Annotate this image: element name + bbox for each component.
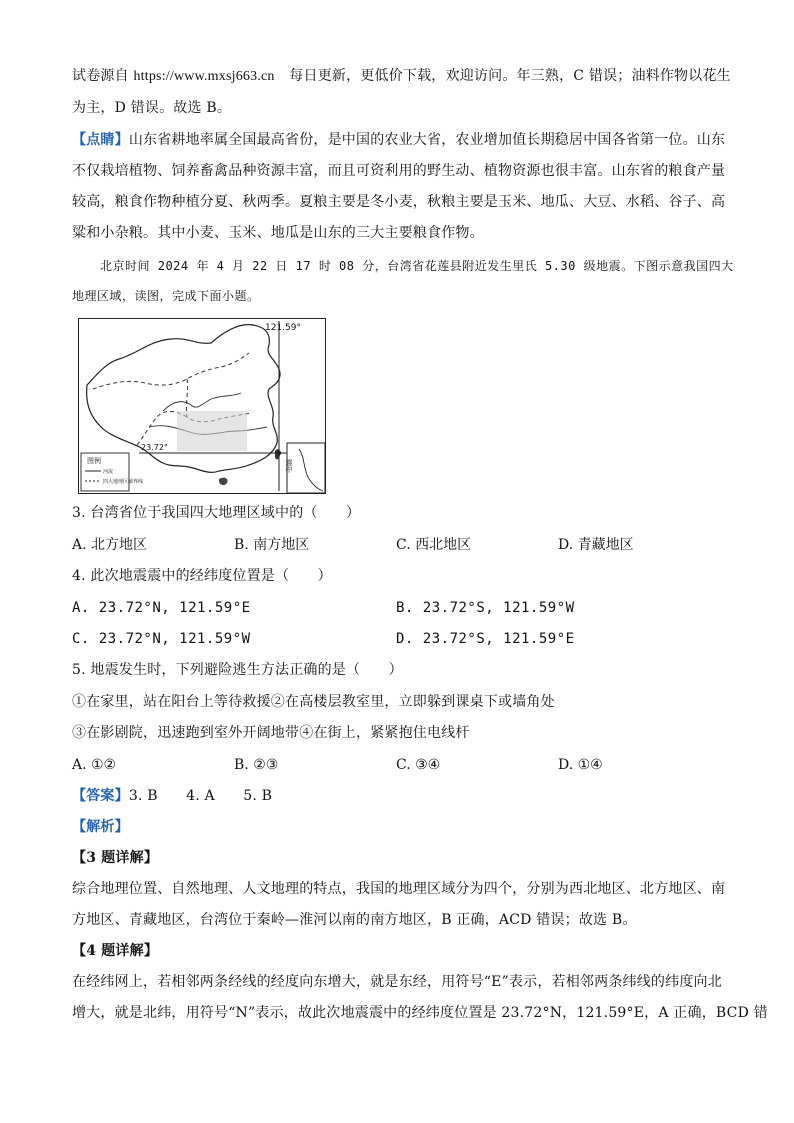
tip-line-1 — [72, 130, 726, 150]
para-line: 为主，D 错误。故选 B。 — [72, 100, 232, 116]
detail-3-line-2: 方地区、青藏地区，台湾位于秦岭—淮河以南的南方地区，B 正确，ACD 错误；故选 B。 — [72, 912, 637, 928]
q3-option-c: C. 西北地区 — [396, 537, 472, 553]
q4-stem: 4. 此次地震震中的经纬度位置是（ ） — [72, 568, 332, 584]
intro-line-2: 地理区域，读图，完成下面小题。 — [72, 289, 260, 303]
intro-line-1: 北京时间 2024 年 4 月 22 日 17 时 08 分，台湾省花莲县附近发生里氏 5.30 级地震。下图示意我国四大 — [100, 259, 734, 273]
tip-line-2: 不仅栽培植物、饲养畜禽品种资源丰富，而且可资利用的野生动、植物资源也很丰富。山东省的粮食产量 — [72, 163, 726, 179]
legend-river-label: 河流 — [103, 469, 114, 475]
source-slogan: 每日更新，更低价下载，欢迎访问。 — [289, 68, 517, 84]
q4-option-b: B. 23.72°S, 121.59°W — [396, 600, 575, 616]
source-line — [72, 66, 731, 87]
q5-option-b: B. ②③ — [234, 757, 279, 773]
q5-choices-2: ③在影剧院，迅速跑到室外开阔地带④在街上，紧紧抱住电线杆 — [72, 725, 470, 741]
detail-4-line-1: 在经纬网上，若相邻两条经线的经度向东增大，就是东经，用符号“E”表示，若相邻两条纬线的纬度向北 — [72, 974, 722, 990]
q5-option-c: C. ③④ — [396, 757, 441, 773]
answer-text: 3. B 4. A 5. B — [128, 788, 273, 804]
q4-option-c: C. 23.72°N, 121.59°W — [72, 631, 251, 647]
answer-line — [72, 786, 722, 806]
map-figure — [79, 319, 325, 493]
para-fragment: 年三熟，C 错误；油料作物以花生 — [516, 68, 731, 84]
tip-line-4: 粱和小杂粮。其中小麦、玉米、地瓜是山东的三大主要粮食作物。 — [72, 225, 484, 241]
detail-3-line-1: 综合地理位置、自然地理、人文地理的特点，我国的地理区域分为四个，分别为西北地区、北方地区、南 — [72, 881, 726, 897]
q3-option-d: D. 青藏地区 — [558, 537, 634, 553]
source-url[interactable]: https://www.mxsj663.cn — [133, 69, 275, 84]
region-boundary — [93, 353, 249, 389]
river-huang — [163, 393, 241, 411]
hainan-island — [219, 478, 228, 485]
detail-3-label: 【3 题详解】 — [72, 850, 159, 866]
answer-label: 【答案】 — [72, 788, 129, 804]
detail-4-label: 【4 题详解】 — [72, 943, 159, 959]
china-regions-map — [78, 318, 326, 494]
q5-choices-1: ①在家里，站在阳台上等待救援②在高楼层教室里，立即躲到课桌下或墙角处 — [72, 694, 555, 710]
epicenter-label: 震中 — [285, 459, 293, 473]
tip-text: 山东省耕地率属全国最高省份，是中国的农业大省，农业增加值长期稳居中国各省第一位。山东 — [128, 132, 726, 148]
legend-region-label: 四大地理区域界线 — [103, 479, 144, 485]
q5-stem: 5. 地震发生时，下列避险逃生方法正确的是（ ） — [72, 662, 403, 678]
source-prefix: 试卷源自 — [72, 68, 129, 84]
lon-label: 121.59° — [265, 323, 301, 333]
region-shade — [177, 411, 247, 451]
tip-line-3: 较高，粮食作物种植分夏、秋两季。夏粮主要是冬小麦，秋粮主要是玉米、地瓜、大豆、水稻、谷子、高 — [72, 194, 726, 210]
lat-label: 23.72° — [141, 443, 168, 452]
epicenter-marker — [277, 451, 281, 455]
q4-option-a: A. 23.72°N, 121.59°E — [72, 600, 251, 616]
q3-option-a: A. 北方地区 — [72, 537, 148, 553]
q5-option-a: A. ①② — [72, 757, 117, 773]
detail-4-line-2: 增大，就是北纬，用符号“N”表示，故此次地震震中的经纬度位置是 23.72°N，121.59°E，A 正确，BCD 错 — [72, 1005, 768, 1021]
legend-title: 图例 — [87, 457, 101, 465]
q5-option-d: D. ①④ — [558, 757, 603, 773]
tip-label: 【点睛】 — [72, 132, 129, 148]
analysis-label: 【解析】 — [72, 819, 129, 835]
q3-option-b: B. 南方地区 — [234, 537, 310, 553]
q3-stem: 3. 台湾省位于我国四大地理区域中的（ ） — [72, 505, 361, 521]
q4-option-d: D. 23.72°S, 121.59°E — [396, 631, 575, 647]
